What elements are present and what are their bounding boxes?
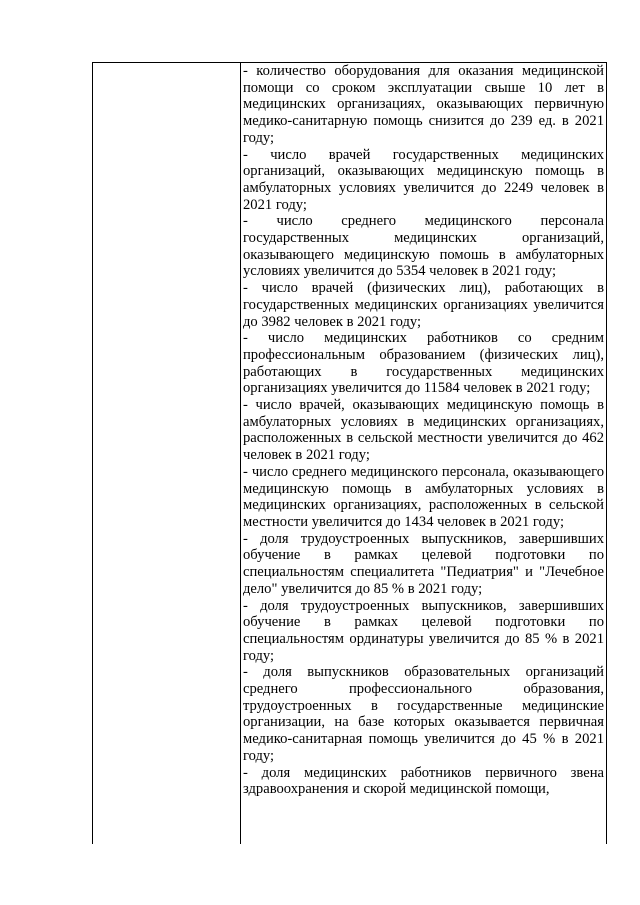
- list-item: - число среднего медицинского персонала государственных медицинских организаций, оказывающего медицинскую помошь в амбулаторных условиях увеличится до 5354 человек в 2021 году;: [243, 213, 604, 280]
- list-item: - число врачей, оказывающих медицинскую помощь в амбулаторных условиях в медицинских организациях, расположенных в сельской местности увеличится до 462 человек в 2021 году;: [243, 397, 604, 464]
- list-item: - число врачей государственных медицинских организаций, оказывающих медицинскую помощь в амбулаторных условиях увеличится до 2249 человек в 2021 году;: [243, 146, 604, 213]
- document-table: [92, 62, 607, 844]
- list-item: - доля трудоустроенных выпускников, завершивших обучение в рамках целевой подготовки по специальностям ординатуры увеличится до 85 % в 2021 году;: [243, 597, 604, 664]
- list-item: - доля трудоустроенных выпускников, завершивших обучение в рамках целевой подготовки по специальностям специалитета "Педиатрия" и "Лечебное дело" увеличится до 85 % в 2021 году;: [243, 530, 604, 597]
- list-item: - доля выпускников образовательных организаций среднего профессионального образования, трудоустроенных в государственные медицинские организации, на базе которых оказывается первичная медико-санитарная помощь увеличится до 45 % в 2021 году;: [243, 664, 604, 764]
- table-left-cell: [93, 63, 241, 844]
- list-item: - число врачей (физических лиц), работающих в государственных медицинских организациях увеличится до 3982 человек в 2021 году;: [243, 280, 604, 330]
- list-item: - доля медицинских работников первичного звена здравоохранения и скорой медицинской помощи,: [243, 764, 604, 798]
- list-item: - число медицинских работников со средним профессиональным образованием (физических лиц), работающих в государственных медицинских организациях увеличится до 11584 человек в 2021 году;: [243, 330, 604, 397]
- table-right-cell: [241, 63, 606, 844]
- list-item: - число среднего медицинского персонала, оказывающего медицинскую помощь в амбулаторных условиях в медицинских организациях, расположенных в сельской местности увеличится до 1434 человек в 2021 году;: [243, 463, 604, 530]
- list-item: - количество оборудования для оказания медицинской помощи со сроком эксплуатации свыше 10 лет в медицинских организациях, оказывающих первичную медико-санитарную помощь снизится до 239 ед. в 2021 году;: [243, 63, 604, 146]
